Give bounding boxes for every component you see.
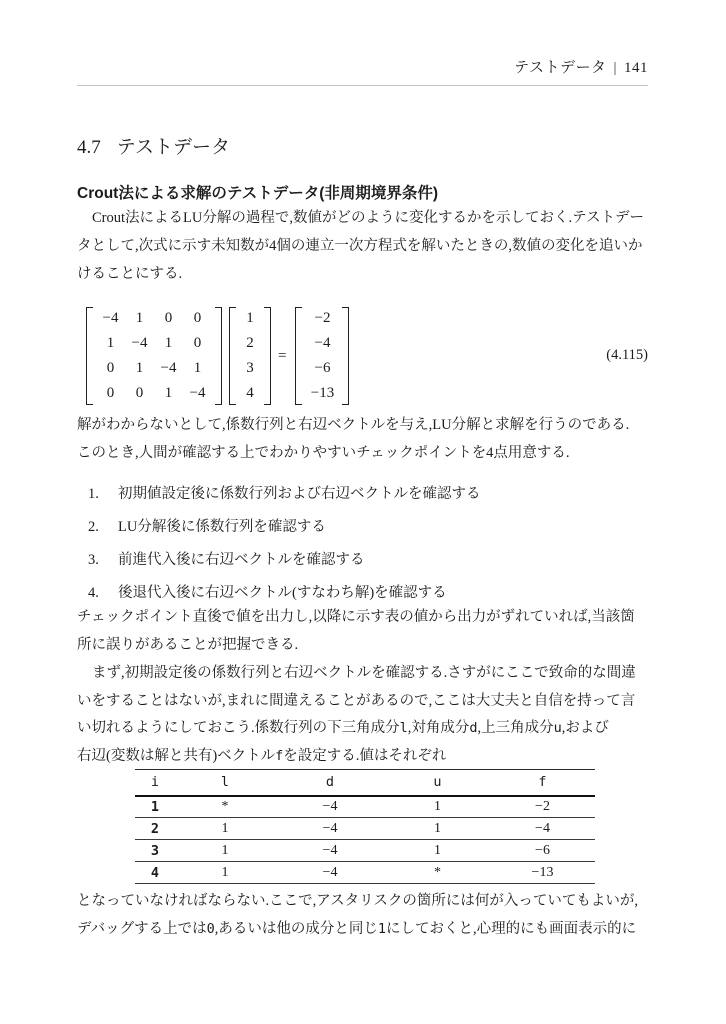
- matrix-cell: 0: [135, 385, 144, 401]
- rhs-vector: [295, 306, 349, 406]
- table-cell: −4: [275, 840, 385, 862]
- subsection-heading: Crout法による求解のテストデータ(非周期境界条件): [77, 185, 439, 202]
- running-title: テストデータ: [514, 60, 607, 76]
- code-var-f: f: [275, 747, 284, 764]
- paragraph-line: まず,初期設定後の係数行列と右辺ベクトルを確認する.さすがにここで致命的な間違: [92, 665, 636, 681]
- list-item-number: 3.: [88, 552, 99, 568]
- table-header-f: f: [490, 770, 595, 796]
- equals-sign: =: [278, 347, 287, 364]
- table-cell: −6: [490, 840, 595, 862]
- section-heading: [77, 132, 230, 159]
- page-header: [514, 56, 648, 77]
- vector-cell: 1: [246, 310, 254, 326]
- text-segment: ,および: [561, 720, 609, 736]
- table-row: [135, 862, 595, 884]
- vector-cell: 3: [246, 360, 254, 376]
- list-item: [77, 547, 652, 580]
- paragraph-line: タとして,次式に示す未知数が4個の連立一次方程式を解いたときの,数値の変化を追いか: [77, 237, 643, 254]
- code-var-l: l: [399, 720, 408, 736]
- table-header-i: i: [135, 770, 175, 796]
- table-cell: 1: [175, 862, 275, 884]
- matrix-cell: 0: [164, 310, 173, 326]
- matrix-cell: 0: [193, 310, 202, 326]
- paragraph-line: チェックポイント直後で値を出力し,以降に示す表の値から出力がずれていれば,当該箇: [77, 609, 635, 625]
- matrix-cell: 1: [193, 360, 202, 376]
- code-var-u: u: [553, 720, 562, 736]
- matrix-cell: −4: [189, 385, 206, 401]
- paragraph-line: けることにする.: [77, 265, 183, 282]
- list-item-text: 前進代入後に右辺ベクトルを確認する: [118, 552, 365, 568]
- table-header-d: d: [275, 770, 385, 796]
- table-cell: *: [385, 862, 490, 884]
- table-cell: 1: [385, 840, 490, 862]
- paragraph-line: Crout法によるLU分解の過程で,数値がどのように変化するかを示しておく.テストデー: [92, 210, 645, 226]
- paragraph-setup: [77, 412, 652, 468]
- left-bracket: [86, 307, 93, 405]
- test-data-table: [135, 769, 595, 884]
- code-value-0: 0: [206, 920, 215, 937]
- table-cell: −2: [490, 796, 595, 818]
- paragraph-asterisk-note: [77, 888, 652, 944]
- unknown-vector: [229, 306, 271, 406]
- matrix-cell: 0: [106, 385, 115, 401]
- table-header-row: [135, 770, 595, 796]
- code-value-1: 1: [377, 920, 387, 937]
- list-item-text: LU分解後に係数行列を確認する: [118, 519, 326, 535]
- text-segment: ,あるいは他の成分と同じ: [214, 920, 378, 937]
- vector-cell: 2: [246, 335, 254, 351]
- table-cell: 1: [175, 840, 275, 862]
- list-item-text: 初期値設定後に係数行列および右辺ベクトルを確認する: [118, 486, 481, 502]
- matrix-cell: −4: [102, 310, 119, 326]
- paragraph-intro: [77, 205, 652, 288]
- page-number: 141: [624, 60, 648, 76]
- text-segment: にしておくと,心理的にも画面表示的に: [386, 920, 637, 937]
- paragraph-initial-check: [77, 660, 652, 770]
- matrix-cell: 0: [106, 360, 115, 376]
- text-segment: 右辺(変数は解と共有)ベクトル: [77, 747, 276, 764]
- left-bracket: [295, 307, 302, 405]
- paragraph-line: [77, 715, 652, 743]
- table-cell: 2: [135, 818, 175, 840]
- paragraph-line: となっていなければならない.ここで,アスタリスクの箇所には何が入っていてもよいが,: [77, 893, 639, 909]
- table-cell: 1: [175, 818, 275, 840]
- matrix-cell: 1: [164, 335, 173, 351]
- list-item-number: 4.: [88, 585, 99, 601]
- table-cell: 3: [135, 840, 175, 862]
- paragraph-line: [77, 743, 652, 771]
- table-cell: −4: [275, 796, 385, 818]
- table-cell: −4: [490, 818, 595, 840]
- paragraph-line: 所に誤りがあることが把握できる.: [77, 636, 299, 653]
- checkpoint-list: [77, 481, 652, 613]
- paragraph-line: このとき,人間が確認する上でわかりやすいチェックポイントを4点用意する.: [77, 444, 570, 461]
- matrix-equation: [86, 306, 349, 406]
- section-number: 4.7: [77, 137, 101, 158]
- table-cell: −4: [275, 862, 385, 884]
- paragraph-line: [77, 916, 652, 944]
- table-cell: 1: [385, 818, 490, 840]
- table-cell: 4: [135, 862, 175, 884]
- header-rule: [77, 85, 648, 86]
- vector-cell: 4: [246, 385, 254, 401]
- text-segment: デバッグする上では: [77, 920, 207, 937]
- paragraph-line: いをすることはないが,まれに間違えることがあるので,ここは大丈夫と自信を持って言: [77, 692, 636, 709]
- table-cell: −4: [275, 818, 385, 840]
- table-cell: *: [175, 796, 275, 818]
- text-segment: ,上三角成分: [477, 720, 554, 736]
- paragraph-line: 解がわからないとして,係数行列と右辺ベクトルを与え,LU分解と求解を行うのである.: [77, 417, 630, 433]
- matrix-cell: 1: [135, 360, 144, 376]
- table-cell: −13: [490, 862, 595, 884]
- right-bracket: [215, 307, 222, 405]
- paragraph-checkpoint-note: [77, 604, 652, 660]
- list-item-text: 後退代入後に右辺ベクトル(すなわち解)を確認する: [118, 585, 447, 601]
- matrix-cell: −4: [131, 335, 148, 351]
- matrix-cell: 1: [106, 335, 115, 351]
- text-segment: を設定する.値はそれぞれ: [283, 747, 447, 764]
- list-item: [77, 514, 652, 547]
- list-item: [77, 481, 652, 514]
- matrix-cell: −4: [160, 360, 177, 376]
- equation-number: (4.115): [606, 347, 648, 363]
- text-segment: ,対角成分: [407, 720, 470, 736]
- vector-cell: −2: [314, 310, 331, 326]
- coefficient-matrix: [86, 306, 222, 406]
- right-bracket: [264, 307, 271, 405]
- right-bracket: [342, 307, 349, 405]
- left-bracket: [229, 307, 236, 405]
- code-var-d: d: [469, 720, 478, 736]
- table-header-u: u: [385, 770, 490, 796]
- vector-cell: −6: [314, 360, 331, 376]
- header-separator: |: [613, 60, 617, 76]
- vector-cell: −13: [310, 385, 335, 401]
- list-item-number: 1.: [88, 486, 99, 502]
- section-title: テストデータ: [116, 137, 230, 158]
- list-item-number: 2.: [88, 519, 99, 535]
- table-row: [135, 796, 595, 818]
- table-cell: 1: [135, 796, 175, 818]
- table-row: [135, 818, 595, 840]
- matrix-cell: 1: [164, 385, 173, 401]
- table-row: [135, 840, 595, 862]
- table-cell: 1: [385, 796, 490, 818]
- text-segment: い切れるようにしておこう.係数行列の下三角成分: [77, 720, 400, 736]
- matrix-cell: 0: [193, 335, 202, 351]
- table-header-l: l: [175, 770, 275, 796]
- vector-cell: −4: [314, 335, 331, 351]
- matrix-cell: 1: [135, 310, 144, 326]
